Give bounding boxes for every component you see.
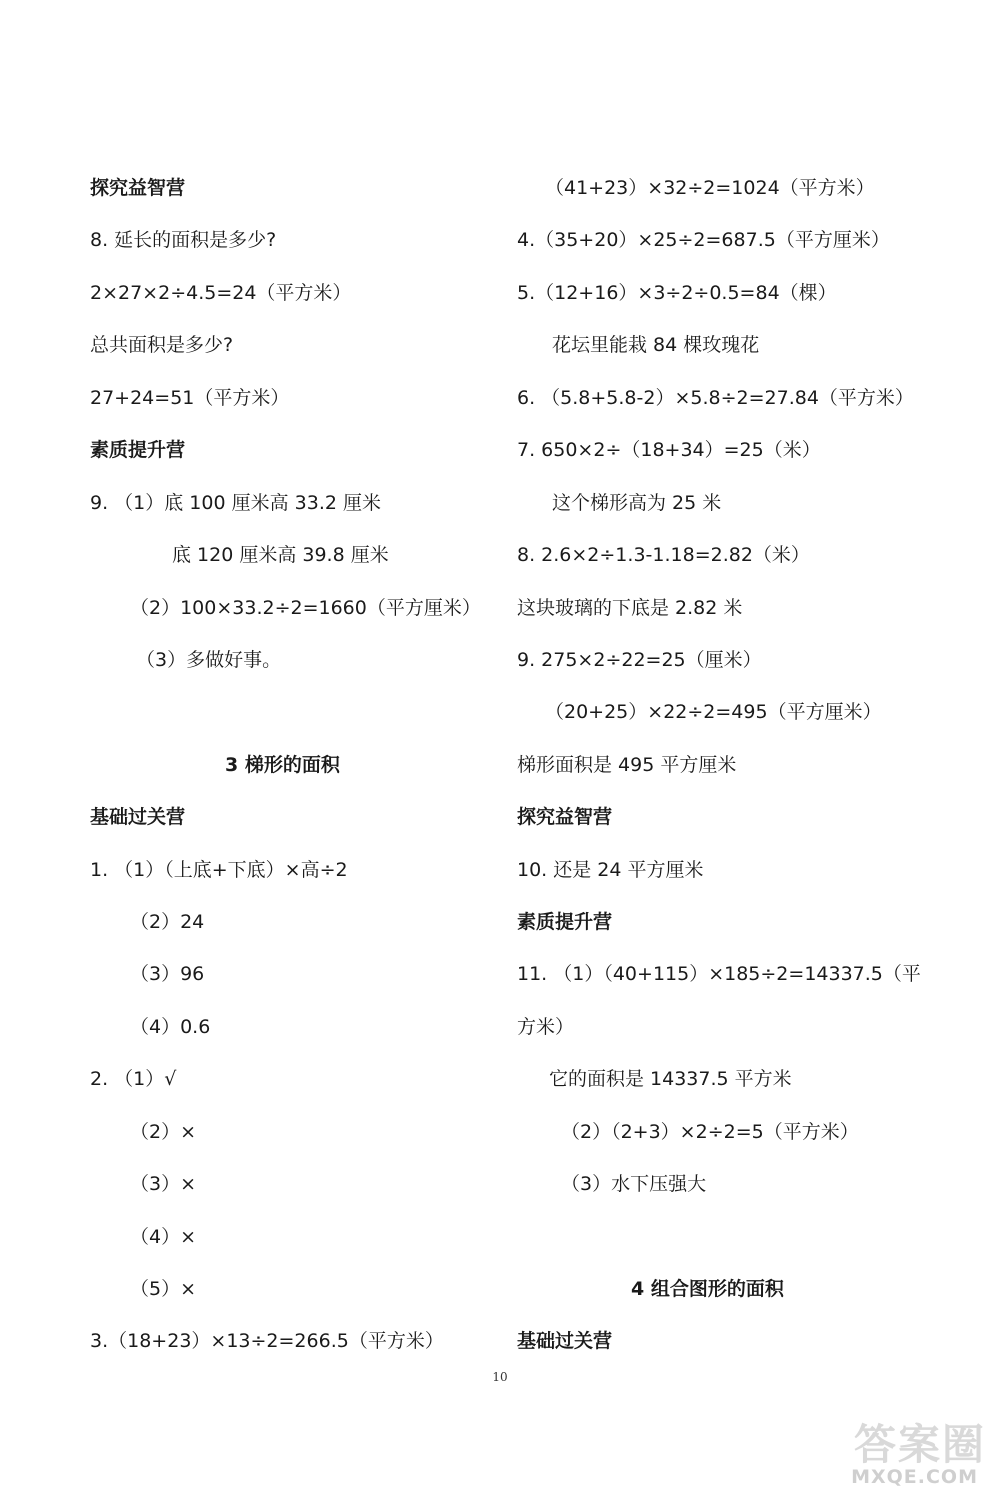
answer-line: （3）× bbox=[130, 1173, 197, 1195]
answer-line: （2）24 bbox=[130, 911, 205, 933]
answer-line: （2）100×33.2÷2=1660（平方厘米） bbox=[130, 597, 481, 619]
answer-line: 10. 还是 24 平方厘米 bbox=[517, 859, 704, 881]
answer-line: （4）× bbox=[130, 1226, 197, 1248]
answer-line: （41+23）×32÷2=1024（平方米） bbox=[545, 177, 875, 199]
section-heading: 探究益智营 bbox=[517, 806, 613, 828]
watermark-url: MXQE.COM bbox=[851, 1466, 978, 1488]
chapter-title: 4 组合图形的面积 bbox=[631, 1278, 784, 1300]
answer-line: 2. （1）√ bbox=[90, 1068, 177, 1090]
answer-line: 它的面积是 14337.5 平方米 bbox=[549, 1068, 792, 1090]
answer-line: 总共面积是多少? bbox=[90, 334, 234, 356]
watermark bbox=[806, 1412, 986, 1488]
answer-line: 花坛里能栽 84 棵玫瑰花 bbox=[552, 334, 760, 356]
section-heading: 基础过关营 bbox=[517, 1330, 613, 1352]
answer-line: 9. 275×2÷22=25（厘米） bbox=[517, 649, 762, 671]
answer-line: 7. 650×2÷（18+34）=25（米） bbox=[517, 439, 821, 461]
section-heading: 基础过关营 bbox=[90, 806, 186, 828]
answer-line: 4.（35+20）×25÷2=687.5（平方厘米） bbox=[517, 229, 890, 251]
answer-line: 梯形面积是 495 平方厘米 bbox=[517, 754, 737, 776]
answer-line: 底 120 厘米高 39.8 厘米 bbox=[172, 544, 389, 566]
answer-line: 这块玻璃的下底是 2.82 米 bbox=[517, 597, 743, 619]
answer-line: （3）96 bbox=[130, 963, 205, 985]
answer-line: （3）多做好事。 bbox=[136, 649, 282, 671]
answer-line: 8. 2.6×2÷1.3-1.18=2.82（米） bbox=[517, 544, 810, 566]
answer-line: 3.（18+23）×13÷2=266.5（平方米） bbox=[90, 1330, 444, 1352]
section-heading: 素质提升营 bbox=[517, 911, 613, 933]
chapter-title: 3 梯形的面积 bbox=[225, 754, 340, 776]
answer-line: 方米） bbox=[517, 1016, 575, 1038]
answer-line: （2）（2+3）×2÷2=5（平方米） bbox=[561, 1121, 859, 1143]
answer-line: 2×27×2÷4.5=24（平方米） bbox=[90, 282, 352, 304]
answer-line: 这个梯形高为 25 米 bbox=[552, 492, 722, 514]
answer-line: 27+24=51（平方米） bbox=[90, 387, 290, 409]
answer-line: （2）× bbox=[130, 1121, 197, 1143]
answer-line: 9. （1）底 100 厘米高 33.2 厘米 bbox=[90, 492, 381, 514]
answer-line: （5）× bbox=[130, 1278, 197, 1300]
answer-line: （20+25）×22÷2=495（平方厘米） bbox=[545, 701, 882, 723]
answer-line: 6. （5.8+5.8-2）×5.8÷2=27.84（平方米） bbox=[517, 387, 914, 409]
section-heading: 素质提升营 bbox=[90, 439, 186, 461]
section-heading: 探究益智营 bbox=[90, 177, 186, 199]
watermark-logo-text: 答案圈 bbox=[853, 1420, 986, 1469]
answer-line: （3）水下压强大 bbox=[561, 1173, 707, 1195]
answer-line: 8. 延长的面积是多少? bbox=[90, 229, 277, 251]
page-number: 10 bbox=[492, 1370, 508, 1384]
answer-line: 5.（12+16）×3÷2÷0.5=84（棵） bbox=[517, 282, 837, 304]
answer-line: 11. （1）（40+115）×185÷2=14337.5（平 bbox=[517, 963, 921, 985]
answer-line: 1. （1）（上底+下底）×高÷2 bbox=[90, 859, 348, 881]
answer-line: （4）0.6 bbox=[130, 1016, 211, 1038]
